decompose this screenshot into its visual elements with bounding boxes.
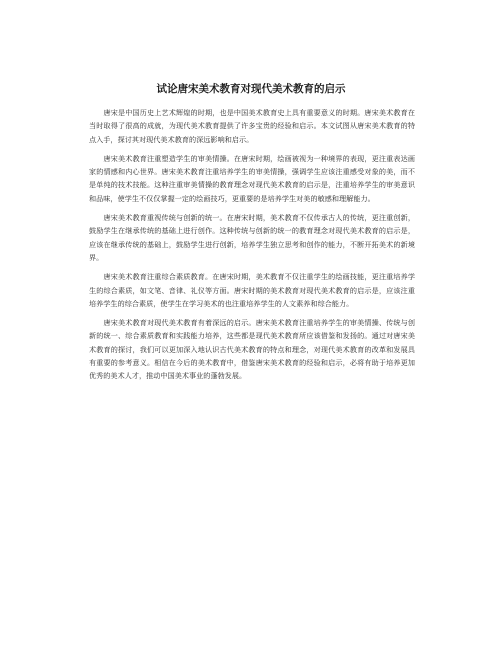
paragraph-4: 唐宋美术教育注重综合素质教育。在唐宋时期，美术教育不仅注重学生的绘画技能，更注重培养学生的综合素质，如文笔、音律、礼仪等方面。唐宋时期的美术教育对现代美术教育的启示是，应该注重培养学生的综合素质，使学生在学习美术的也注重培养学生的人文素养和综合能力。 (89, 272, 415, 308)
paragraph-1: 唐宋是中国历史上艺术辉煌的时期，也是中国美术教育史上具有重要意义的时期。唐宋美术教育在当时取得了很高的成就，为现代美术教育提供了许多宝贵的经验和启示。本文试图从唐宋美术教育的特点入手，探讨其对现代美术教育的深远影响和启示。 (89, 108, 415, 144)
document-body (89, 106, 415, 389)
paragraph-3: 唐宋美术教育重视传统与创新的统一。在唐宋时期，美术教育不仅传承古人的传统，更注重创新，鼓励学生在继承传统的基础上进行创作。这种传统与创新的统一的教育理念对现代美术教育的启示是，应该在继承传统的基础上，鼓励学生进行创新，培养学生独立思考和创作的能力，不断开拓美术的新境界。 (89, 213, 415, 262)
paragraph-5: 唐宋美术教育对现代美术教育有着深远的启示。唐宋美术教育注重培养学生的审美情操、传统与创新的统一、综合素质教育和实践能力培养，这些都是现代美术教育所应该借鉴和发扬的。通过对唐宋美术教育的探讨，我们可以更加深入地认识古代美术教育的特点和理念，对现代美术教育的改革和发展具有重要的参考意义。相信在今后的美术教育中，借鉴唐宋美术教育的经验和启示，必将有助于培养更加优秀的美术人才，推动中国美术事业的蓬勃发展。 (89, 318, 415, 381)
document-title: 试论唐宋美术教育对现代美术教育的启示 (156, 83, 346, 95)
paragraph-2: 唐宋美术教育注重塑造学生的审美情操。在唐宋时期，绘画被视为一种境界的表现，更注重表达画家的情感和内心世界。唐宋美术教育注重培养学生的审美情操，强调学生应该注重感受对象的美，而不是单纯的技术技能。这种注重审美情操的教育理念对现代美术教育的启示是，注重培养学生的审美意识和品味，使学生不仅仅掌握一定的绘画技巧，更重要的是培养学生对美的敏感和理解能力。 (89, 153, 415, 203)
